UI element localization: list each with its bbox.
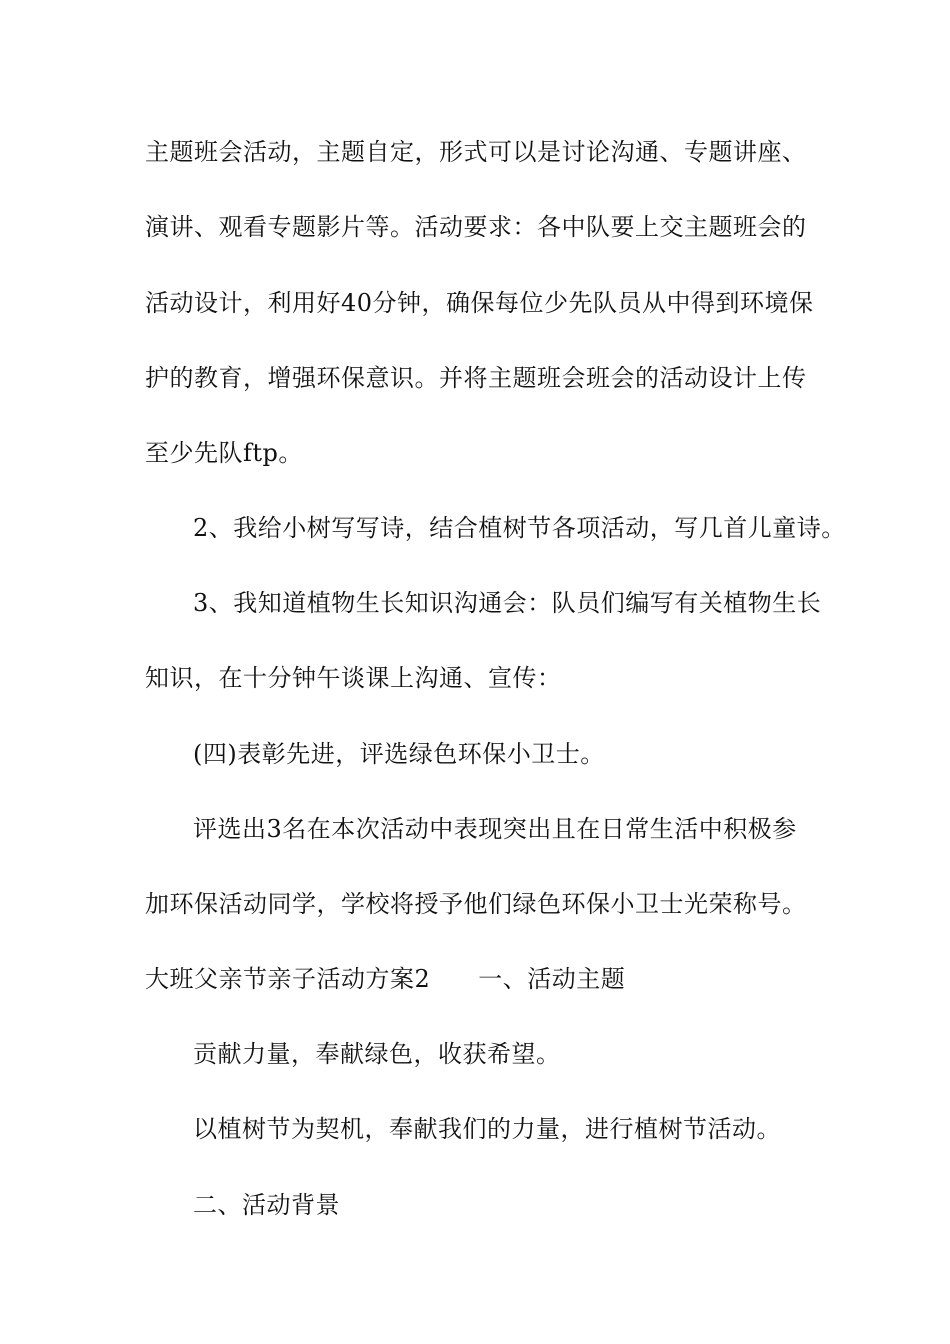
- document-title: 大班父亲节亲子活动方案2: [145, 965, 431, 993]
- paragraph-line: 护的教育，增强环保意识。并将主题班会班会的活动设计上传: [145, 364, 807, 392]
- paragraph-line: 主题班会活动，主题自定，形式可以是讨论沟通、专题讲座、: [145, 138, 807, 166]
- paragraph-line: 2、我给小树写写诗，结合植树节各项活动，写几首儿童诗。: [193, 514, 846, 542]
- section-title: 一、活动主题: [478, 965, 626, 993]
- paragraph-line: 评选出3名在本次活动中表现突出且在日常生活中积极参: [193, 815, 797, 843]
- paragraph-line: (四)表彰先进，评选绿色环保小卫士。: [193, 740, 605, 768]
- paragraph-line: 演讲、观看专题影片等。活动要求：各中队要上交主题班会的: [145, 213, 807, 241]
- paragraph-line: 3、我知道植物生长知识沟通会：队员们编写有关植物生长: [193, 589, 822, 617]
- section-heading: [145, 964, 625, 994]
- paragraph-line: 活动设计，利用好40分钟，确保每位少先队员从中得到环境保: [145, 289, 814, 317]
- paragraph-line: 知识，在十分钟午谈课上沟通、宣传：: [145, 664, 562, 692]
- paragraph-line: 以植树节为契机，奉献我们的力量，进行植树节活动。: [193, 1115, 781, 1143]
- paragraph-line: 贡献力量，奉献绿色，收获希望。: [193, 1040, 561, 1068]
- section-title: 二、活动背景: [193, 1191, 340, 1219]
- paragraph-line: 至少先队ftp。: [145, 439, 303, 467]
- paragraph-line: 加环保活动同学，学校将授予他们绿色环保小卫士光荣称号。: [145, 890, 807, 918]
